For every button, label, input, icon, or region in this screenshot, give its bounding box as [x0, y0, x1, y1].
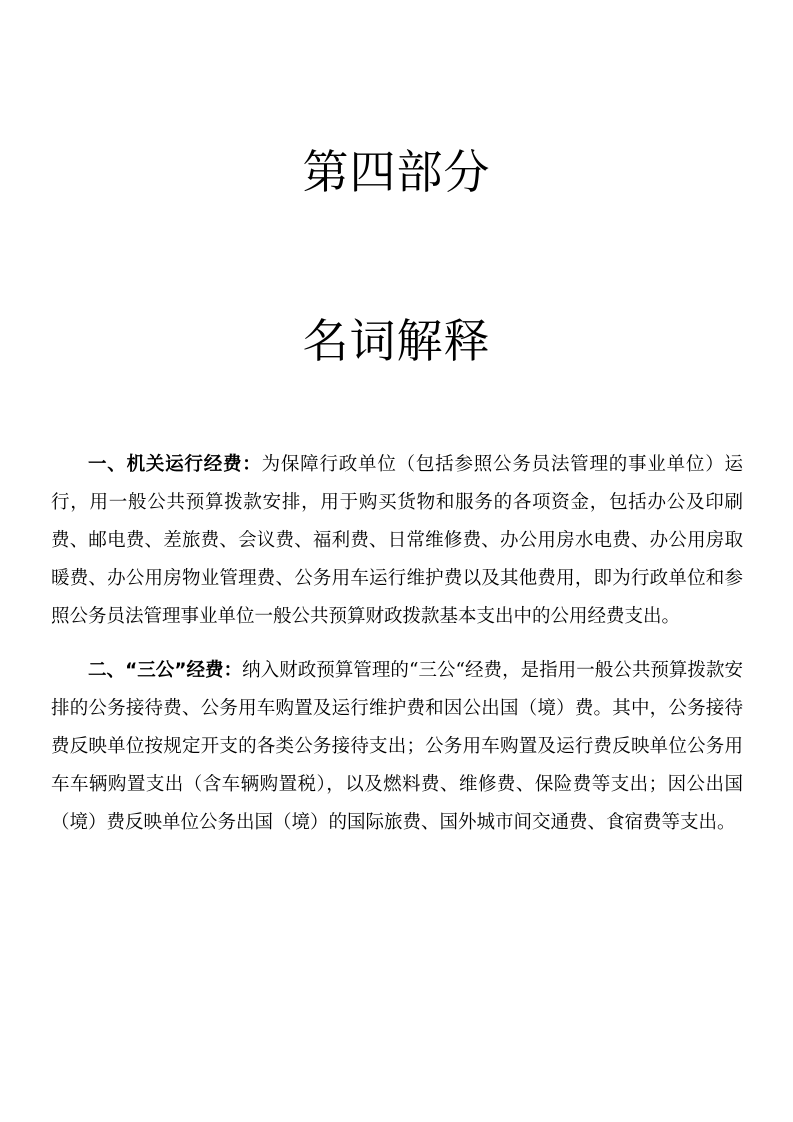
definitions-body	[51, 446, 743, 842]
section-title: 名词解释	[302, 314, 491, 368]
definition-paragraph-three-public	[51, 652, 743, 842]
definition-term: 一、机关运行经费：	[88, 454, 262, 475]
part-title: 第四部分	[302, 145, 491, 199]
definition-term: 二、“三公”经费：	[88, 660, 243, 681]
definition-text: 为保障行政单位（包括参照公务员法管理的事业单位）运行，用一般公共预算拨款安排，用于购买货物和服务的各项资金，包括办公及印刷费、邮电费、差旅费、会议费、福利费、日常维修费、办公用房水电费、办公用房取暖费、办公用房物业管理费、公务用车运行维护费以及其他费用，即为行政单位和参照公务员法管理事业单位一般公共预算财政拨款基本支出中的公用经费支出。	[51, 454, 743, 627]
definition-text: 纳入财政预算管理的“三公“经费，是指用一般公共预算拨款安排的公务接待费、公务用车购置及运行维护费和因公出国（境）费。其中，公务接待费反映单位按规定开支的各类公务接待支出；公务用车购置及运行费反映单位公务用车车辆购置支出（含车辆购置税），以及燃料费、维修费、保险费等支出；因公出国（境）费反映单位公务出国（境）的国际旅费、国外城市间交通费、食宿费等支出。	[51, 660, 743, 833]
definition-paragraph-operating-costs	[51, 446, 743, 636]
